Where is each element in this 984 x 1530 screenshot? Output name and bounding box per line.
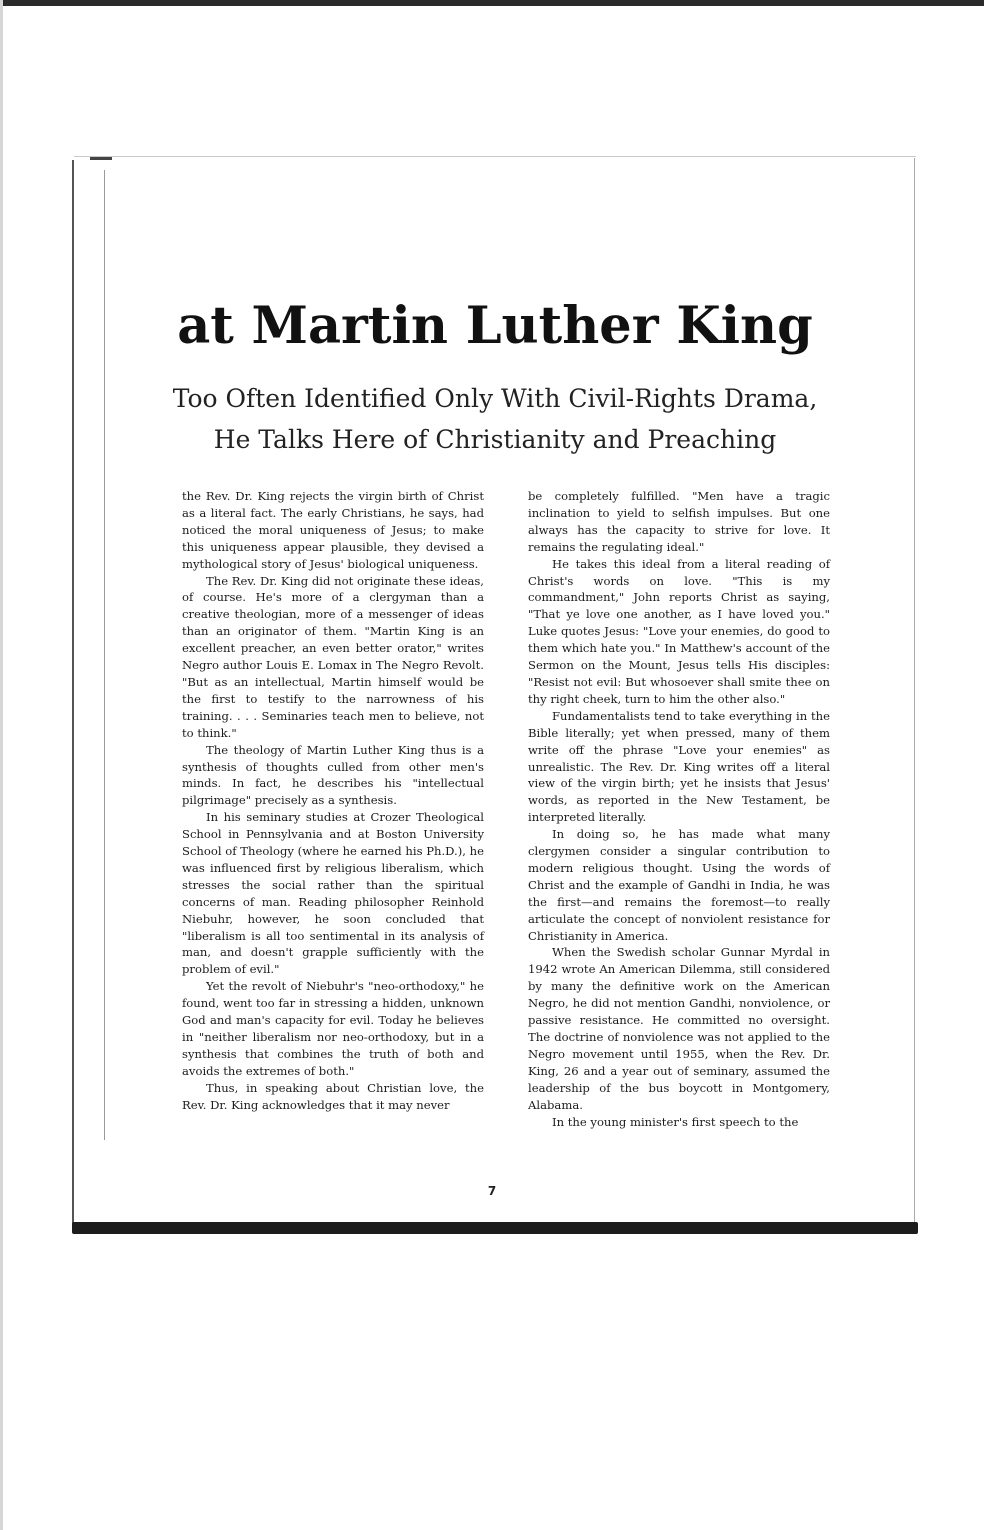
left-page-edge — [0, 0, 3, 1530]
paragraph: The Rev. Dr. King did not originate these ideas, of course. He's more of a clergyman than a creative theologian, more of a messenger of ideas than an originator of them. "Martin King is an excellent preacher, an even better orator," writes Negro author Louis E. Lomax in The Negro Revolt. "But as an intellectual, Martin himself would be the first to testify to the narrowness of his training. . . . Seminaries teach men to believe, not to think." — [182, 573, 484, 740]
left-text-column — [182, 488, 484, 1114]
paragraph: the Rev. Dr. King rejects the virgin birth of Christ as a literal fact. The early Christians, he says, had noticed the moral uniqueness of Jesus; to make this uniqueness appear plausible, they devised a mythological story of Jesus' biological uniqueness. — [182, 489, 484, 571]
bottom-border-rule — [72, 1222, 918, 1234]
frame-corner-tick — [90, 157, 112, 160]
paragraph: In his seminary studies at Crozer Theological School in Pennsylvania and at Boston University School of Theology (where he earned his Ph.D.), he was influenced first by religious liberalism, which stresses the social rather than the spiritual concerns of man. Reading philosopher Reinhold Niebuhr, however, he soon concluded that "liberalism is all too sentimental in its analysis of man, and doesn't grapple sufficiently with the problem of evil." — [182, 810, 484, 977]
paragraph: In doing so, he has made what many clergymen consider a singular contribution to modern religious thought. Using the words of Christ and the example of Gandhi in India, he was the first—and remains the foremost—to really articulate the concept of nonviolent resistance for Christianity in America. — [528, 827, 830, 943]
paragraph: When the Swedish scholar Gunnar Myrdal in 1942 wrote An American Dilemma, still considered by many the definitive work on the American Negro, he did not mention Gandhi, nonviolence, or passive resistance. He committed no oversight. The doctrine of nonviolence was not applied to the Negro movement until 1955, when the Rev. Dr. King, 26 and a year out of seminary, assumed the leadership of the bus boycott in Montgomery, Alabama. — [528, 945, 830, 1112]
page-number: 7 — [487, 1184, 497, 1198]
paragraph: Yet the revolt of Niebuhr's "neo-orthodoxy," he found, went too far in stressing a hidden, unknown God and man's capacity for evil. Today he believes in "neither liberalism nor neo-orthodoxy, but in a synthesis that combines the truth of both and avoids the extremes of both." — [182, 979, 484, 1078]
frame-top-line — [74, 156, 916, 157]
subtitle-line-1: Too Often Identified Only With Civil-Rights Drama, — [172, 384, 818, 413]
article-title: at Martin Luther King — [177, 296, 813, 356]
top-border-rule — [0, 0, 984, 6]
paragraph: Thus, in speaking about Christian love, the Rev. Dr. King acknowledges that it may never — [182, 1080, 484, 1112]
subtitle-line-2: He Talks Here of Christianity and Preaching — [213, 425, 777, 454]
paragraph: The theology of Martin Luther King thus is a synthesis of thoughts culled from other men's minds. In fact, he describes his "intellectual pilgrimage" precisely as a synthesis. — [182, 742, 484, 808]
paragraph: Fundamentalists tend to take everything in the Bible literally; yet when pressed, many of them write off the phrase "Love your enemies" as unrealistic. The Rev. Dr. King writes off a literal view of the virgin birth; yet he insists that Jesus' words, as reported in the New Testament, be interpreted literally. — [528, 708, 830, 825]
article-subtitle — [74, 378, 916, 460]
paragraph: He takes this ideal from a literal reading of Christ's words on love. "This is my commandment," John reports Christ as saying, "That ye love one another, as I have loved you." Luke quotes Jesus: "Love your enemies, do good to them which hate you." In Matthew's account of the Sermon on the Mount, Jesus tells His disciples: "Resist not evil: But whosoever shall smite thee on thy right cheek, turn to him the other also." — [528, 556, 830, 706]
paragraph: be completely fulfilled. "Men have a tragic inclination to yield to selfish impulses. But one always has the capacity to strive for love. It remains the regulating ideal." — [528, 489, 830, 554]
paragraph: In the young minister's first speech to the — [552, 1114, 799, 1129]
right-text-column — [528, 488, 830, 1130]
